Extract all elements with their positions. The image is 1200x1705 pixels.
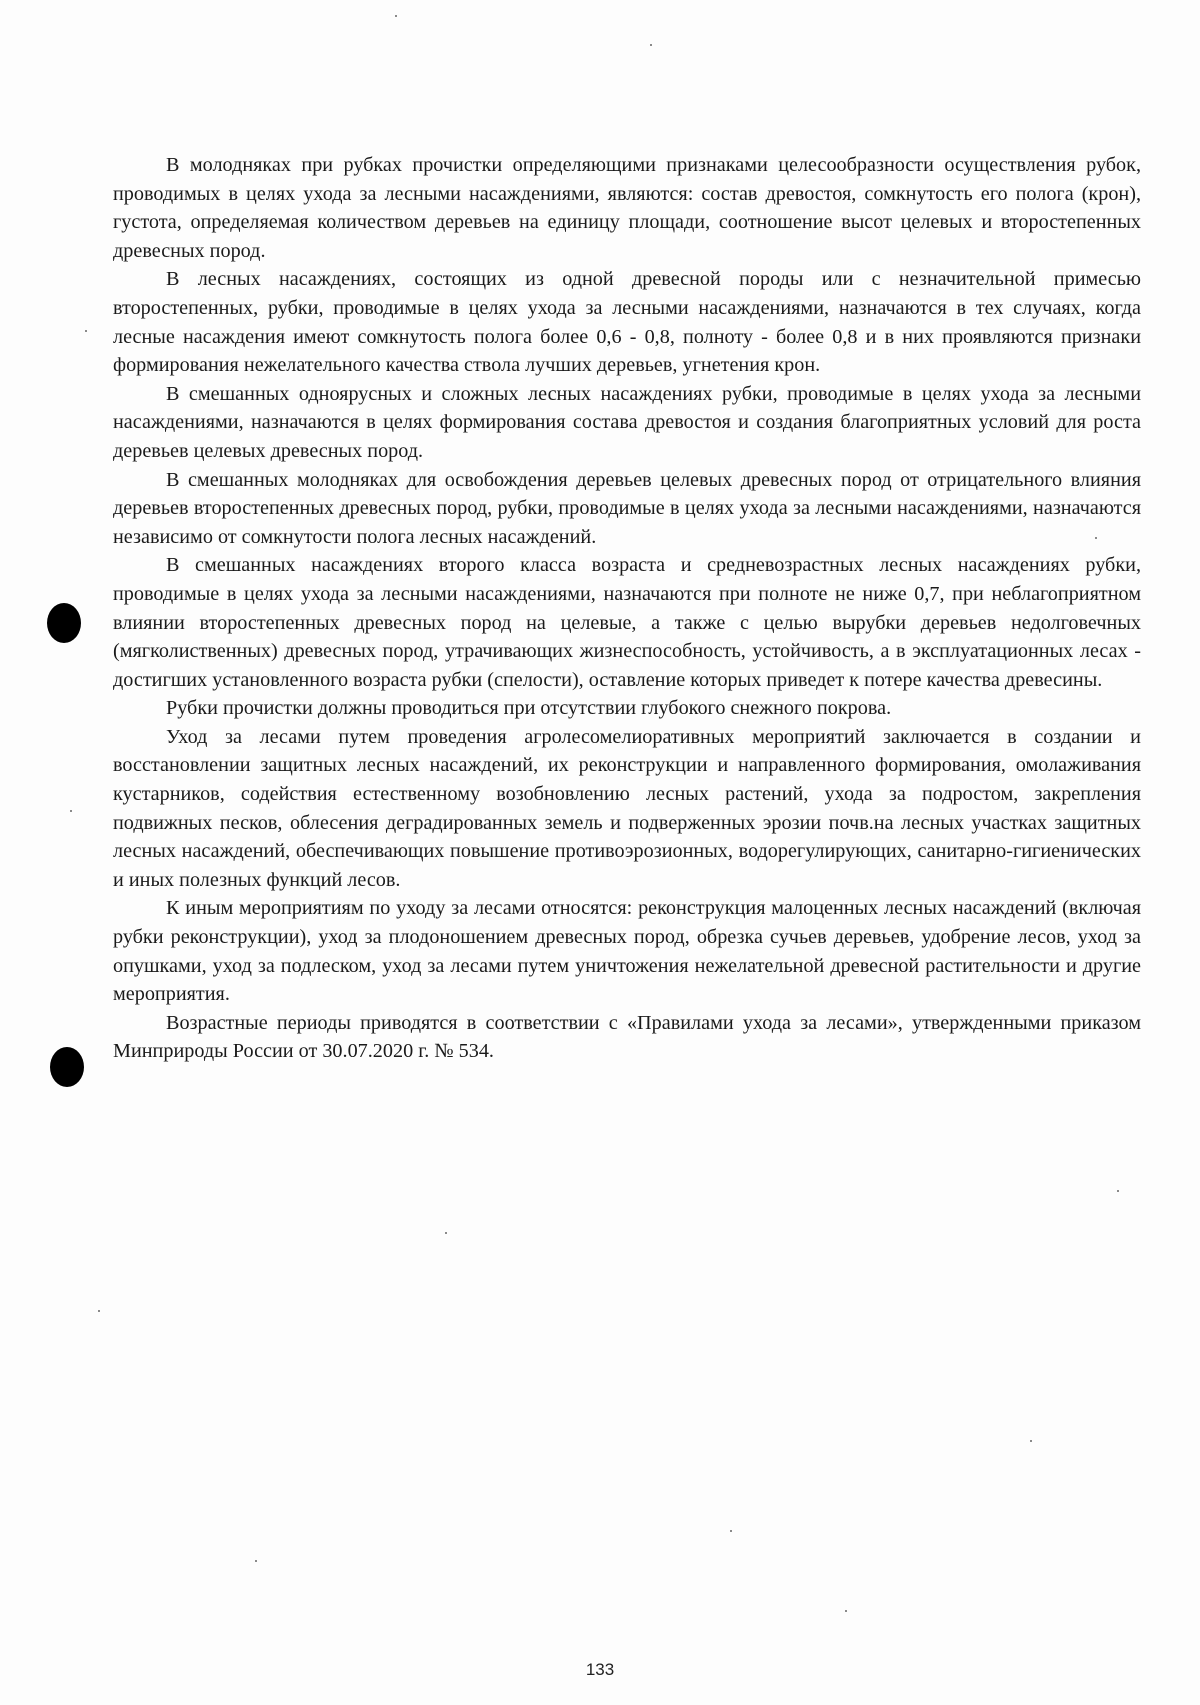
scan-speck [650,44,652,46]
scan-speck [1030,1440,1032,1442]
punch-hole-top [47,603,81,643]
document-body [113,151,1141,1066]
paragraph: В молодняках при рубках прочистки определяющими признаками целесообразности осуществления рубок, проводимых в целях ухода за лесными насаждениями, являются: состав древостоя, сомкнутость его полога (крон), густота, определяемая количеством деревьев на единицу площади, соотношение высот целевых и второстепенных древесных пород. [113,154,1141,262]
scan-speck [85,330,87,332]
paragraph: К иным мероприятиям по уходу за лесами относятся: реконструкция малоценных лесных насаждений (включая рубки реконструкции), уход за плодоношением древесных пород, обрезка сучьев деревьев, удобрение лесов, уход за опушками, уход за подлеском, уход за лесами путем уничтожения нежелательной древесной растительности и другие мероприятия. [113,897,1141,1006]
scan-speck [70,810,72,812]
scan-speck [1117,1190,1119,1192]
page-number: 133 [585,1660,615,1679]
scan-speck [98,1310,100,1312]
punch-hole-bottom [50,1047,84,1087]
paragraph: В смешанных одноярусных и сложных лесных насаждениях рубки, проводимые в целях ухода за лесными насаждениями, назначаются в целях формирования состава древостоя и создания благоприятных условий для роста деревьев целевых древесных пород. [113,382,1141,462]
paragraph: В смешанных молодняках для освобождения деревьев целевых древесных пород от отрицательного влияния деревьев второстепенных древесных пород, рубки, проводимые в целях ухода за лесными насаждениями, назначаются независимо от сомкнутости полога лесных насаждений. [113,468,1141,548]
paragraph: Уход за лесами путем проведения агролесомелиоративных мероприятий заключается в создании и восстановлении защитных лесных насаждений, их реконструкции и направленного формирования, омолаживания кустарников, содействия естественному возобновлению лесных растений, ухода за подростом, закрепления подвижных песков, облесения деградированных земель и подверженных эрозии почв.на лесных участках защитных лесных насаждений, обеспечивающих повышение противоэрозионных, водорегулирующих, санитарно-гигиенических и иных полезных функций лесов. [113,725,1141,891]
paragraph: Рубки прочистки должны проводиться при отсутствии глубокого снежного покрова. [166,697,892,720]
scan-speck [395,15,397,17]
scan-speck [730,1530,732,1532]
paragraph: В лесных насаждениях, состоящих из одной древесной породы или с незначительной примесью второстепенных, рубки, проводимые в целях ухода за лесными насаждениями, назначаются в тех случаях, когда лесные насаждения имеют сомкнутость полога более 0,6 - 0,8, полноту - более 0,8 и в них проявляются признаки формирования нежелательного качества ствола лучших деревьев, угнетения крон. [113,268,1141,377]
paragraph: В смешанных насаждениях второго класса возраста и средневозрастных лесных насаждениях рубки, проводимые в целях ухода за лесными насаждениями, назначаются при полноте не ниже 0,7, при неблагоприятном влиянии второстепенных древесных пород на целевые, а также с целью вырубки деревьев недолговечных (мягколиственных) древесных пород, утрачивающих жизнеспособность, устойчивость, а в эксплуатационных лесах - достигших установленного возраста рубки (спелости), оставление которых приведет к потере качества древесины. [113,554,1141,691]
scan-speck [255,1560,257,1562]
scan-speck [445,1232,447,1234]
paragraph: Возрастные периоды приводятся в соответствии с «Правилами ухода за лесами», утвержденными приказом Минприроды России от 30.07.2020 г. № 534. [113,1011,1141,1063]
scan-speck [845,1610,847,1612]
